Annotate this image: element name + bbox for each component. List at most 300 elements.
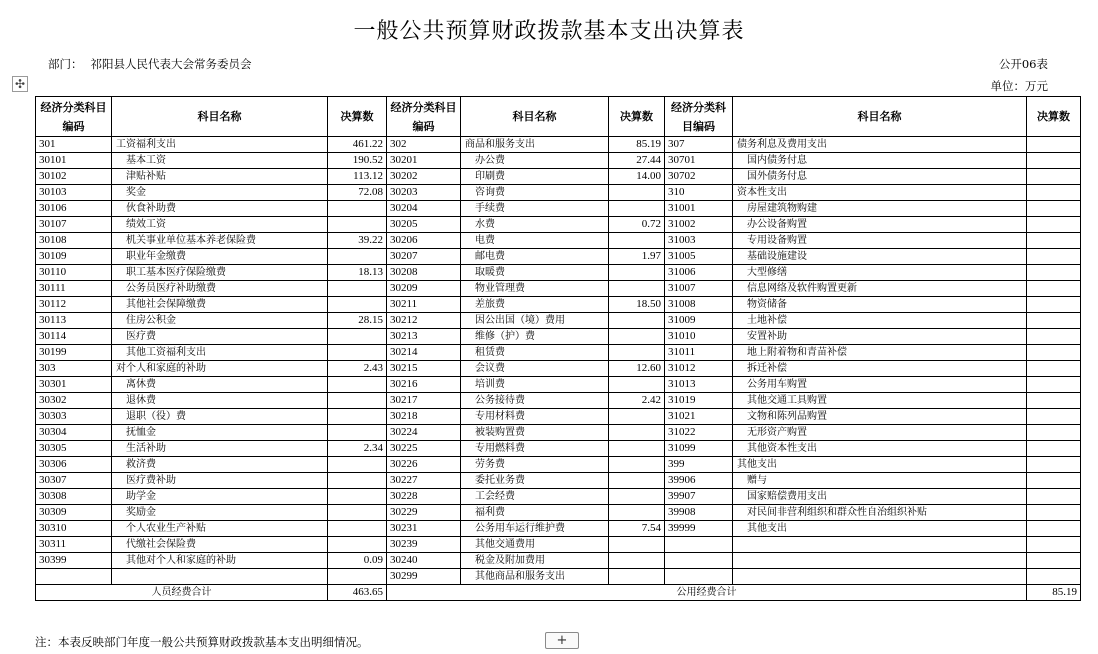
amount-cell [328,473,387,489]
amount-cell [609,345,665,361]
code-header: 经济分类科目编码 [36,97,112,137]
name-cell: 无形资产购置 [733,425,1027,441]
code-cell: 30206 [387,233,461,249]
name-cell: 专用燃料费 [461,441,609,457]
name-cell: 基本工资 [112,153,328,169]
code-cell: 30224 [387,425,461,441]
name-cell: 福利费 [461,505,609,521]
name-cell: 因公出国（境）费用 [461,313,609,329]
amount-cell [1027,521,1081,537]
table-row [36,489,1081,505]
code-cell: 30215 [387,361,461,377]
amount-cell [1027,441,1081,457]
amount-cell [328,217,387,233]
code-cell: 30107 [36,217,112,233]
amount-cell: 14.00 [609,169,665,185]
code-cell: 30209 [387,281,461,297]
table-row [36,169,1081,185]
amount-cell: 2.42 [609,393,665,409]
amount-cell [609,441,665,457]
amount-cell [1027,425,1081,441]
amount-cell [328,489,387,505]
amount-cell [328,345,387,361]
name-cell: 债务利息及费用支出 [733,137,1027,153]
name-cell: 退休费 [112,393,328,409]
amount-cell [1027,457,1081,473]
code-cell: 31022 [665,425,733,441]
amount-cell [1027,489,1081,505]
code-cell: 30205 [387,217,461,233]
code-cell: 30304 [36,425,112,441]
name-cell: 会议费 [461,361,609,377]
table-row [36,313,1081,329]
amount-cell [609,537,665,553]
amount-cell: 85.19 [609,137,665,153]
table-row [36,505,1081,521]
code-cell: 30310 [36,521,112,537]
code-cell: 301 [36,137,112,153]
table-row [36,473,1081,489]
name-cell: 印刷费 [461,169,609,185]
amount-cell [609,201,665,217]
amount-cell [1027,345,1081,361]
name-cell: 公务员医疗补助缴费 [112,281,328,297]
name-cell: 土地补偿 [733,313,1027,329]
name-cell: 伙食补助费 [112,201,328,217]
code-cell: 31009 [665,313,733,329]
code-cell: 30225 [387,441,461,457]
totals-row [36,585,1081,601]
amount-cell: 0.09 [328,553,387,569]
table-row [36,281,1081,297]
amount-cell [1027,329,1081,345]
amount-cell: 190.52 [328,153,387,169]
code-cell: 30103 [36,185,112,201]
name-cell: 医疗费 [112,329,328,345]
name-cell: 医疗费补助 [112,473,328,489]
name-cell: 信息网络及软件购置更新 [733,281,1027,297]
amount-cell: 461.22 [328,137,387,153]
amount-cell [1027,377,1081,393]
code-cell: 30309 [36,505,112,521]
code-cell: 31019 [665,393,733,409]
name-cell: 其他支出 [733,457,1027,473]
code-cell: 30308 [36,489,112,505]
name-cell: 其他交通工具购置 [733,393,1027,409]
amount-cell [328,457,387,473]
name-cell: 其他支出 [733,521,1027,537]
name-cell: 大型修缮 [733,265,1027,281]
table-row [36,537,1081,553]
amount-cell [609,569,665,585]
table-row [36,425,1081,441]
code-cell: 39906 [665,473,733,489]
name-cell: 差旅费 [461,297,609,313]
code-cell: 30306 [36,457,112,473]
code-cell: 30231 [387,521,461,537]
amount-cell [1027,569,1081,585]
code-cell: 31003 [665,233,733,249]
name-cell: 救济费 [112,457,328,473]
name-cell: 手续费 [461,201,609,217]
amount-cell: 27.44 [609,153,665,169]
table-row [36,329,1081,345]
amount-cell [609,505,665,521]
name-cell: 资本性支出 [733,185,1027,201]
department-name: 祁阳县人民代表大会常务委员会 [90,57,252,71]
code-cell: 30114 [36,329,112,345]
expenditure-table [35,96,1081,601]
code-cell [665,569,733,585]
table-row [36,441,1081,457]
code-cell [665,537,733,553]
code-cell: 30106 [36,201,112,217]
name-cell: 地上附着物和青苗补偿 [733,345,1027,361]
department-line [48,56,252,72]
name-cell: 培训费 [461,377,609,393]
amount-cell [328,537,387,553]
code-cell: 30239 [387,537,461,553]
code-cell: 30216 [387,377,461,393]
code-cell: 30701 [665,153,733,169]
code-cell: 30202 [387,169,461,185]
amount-cell [609,329,665,345]
amount-cell [1027,473,1081,489]
name-cell: 国家赔偿费用支出 [733,489,1027,505]
name-cell: 国内债务付息 [733,153,1027,169]
code-cell: 31008 [665,297,733,313]
amount-cell [328,377,387,393]
name-cell: 物资储备 [733,297,1027,313]
amount-cell [1027,265,1081,281]
code-cell: 30213 [387,329,461,345]
amount-cell [1027,393,1081,409]
page-title: 一般公共预算财政拨款基本支出决算表 [353,19,745,44]
amount-cell [1027,217,1081,233]
code-cell: 307 [665,137,733,153]
code-cell: 31011 [665,345,733,361]
amount-cell: 72.08 [328,185,387,201]
code-cell: 30702 [665,169,733,185]
amount-cell [1027,313,1081,329]
name-cell: 拆迁补偿 [733,361,1027,377]
amount-cell [609,313,665,329]
name-header: 科目名称 [112,97,328,137]
name-cell: 物业管理费 [461,281,609,297]
amount-cell: 12.60 [609,361,665,377]
name-cell: 其他工资福利支出 [112,345,328,361]
table-row [36,137,1081,153]
amount-header: 决算数 [328,97,387,137]
amount-cell [1027,201,1081,217]
name-cell: 劳务费 [461,457,609,473]
amount-cell [609,553,665,569]
code-cell: 30199 [36,345,112,361]
amount-cell: 18.50 [609,297,665,313]
code-cell: 30228 [387,489,461,505]
code-cell: 30218 [387,409,461,425]
amount-cell: 2.43 [328,361,387,377]
name-cell: 房屋建筑物购建 [733,201,1027,217]
name-cell [733,537,1027,553]
table-row [36,521,1081,537]
code-cell: 30227 [387,473,461,489]
code-cell: 31099 [665,441,733,457]
amount-cell [328,521,387,537]
name-cell: 取暖费 [461,265,609,281]
amount-cell: 7.54 [609,521,665,537]
code-cell: 30203 [387,185,461,201]
amount-cell [1027,297,1081,313]
amount-cell [609,457,665,473]
amount-cell [328,425,387,441]
code-cell: 30109 [36,249,112,265]
name-cell: 其他对个人和家庭的补助 [112,553,328,569]
name-cell: 其他交通费用 [461,537,609,553]
table-row [36,265,1081,281]
amount-header: 决算数 [1027,97,1081,137]
name-cell: 专用材料费 [461,409,609,425]
code-cell: 30101 [36,153,112,169]
code-cell: 30302 [36,393,112,409]
amount-cell: 1.97 [609,249,665,265]
amount-cell [1027,153,1081,169]
code-cell: 310 [665,185,733,201]
amount-cell [328,409,387,425]
amount-cell: 39.22 [328,233,387,249]
table-row [36,409,1081,425]
code-cell: 30303 [36,409,112,425]
code-cell: 303 [36,361,112,377]
amount-cell [609,409,665,425]
table-row [36,249,1081,265]
amount-cell [1027,505,1081,521]
public-total-label: 公用经费合计 [387,585,1027,601]
name-cell: 商品和服务支出 [461,137,609,153]
name-cell: 绩效工资 [112,217,328,233]
table-row [36,217,1081,233]
amount-cell [1027,233,1081,249]
unit-label: 单位：万元 [990,79,1048,93]
amount-cell [328,249,387,265]
code-cell: 31010 [665,329,733,345]
code-cell: 302 [387,137,461,153]
amount-cell: 113.12 [328,169,387,185]
name-cell: 邮电费 [461,249,609,265]
name-cell: 机关事业单位基本养老保险费 [112,233,328,249]
table-row [36,393,1081,409]
code-cell: 30399 [36,553,112,569]
amount-cell [1027,137,1081,153]
amount-cell [328,297,387,313]
amount-cell [609,185,665,201]
name-cell: 对个人和家庭的补助 [112,361,328,377]
name-cell: 代缴社会保险费 [112,537,328,553]
table-row [36,201,1081,217]
table-header-row [36,97,1081,137]
amount-cell [1027,361,1081,377]
code-cell: 30212 [387,313,461,329]
table-row [36,569,1081,585]
code-cell: 30301 [36,377,112,393]
public-total-value: 85.19 [1027,585,1081,601]
name-cell: 委托业务费 [461,473,609,489]
amount-header: 决算数 [609,97,665,137]
name-cell: 其他社会保障缴费 [112,297,328,313]
footnote: 注：本表反映部门年度一般公共预算财政拨款基本支出明细情况。 [35,635,369,649]
amount-cell [1027,185,1081,201]
code-cell: 31006 [665,265,733,281]
table-row [36,185,1081,201]
code-cell: 30112 [36,297,112,313]
name-cell: 住房公积金 [112,313,328,329]
name-cell: 被装购置费 [461,425,609,441]
amount-cell [609,265,665,281]
amount-cell: 2.34 [328,441,387,457]
table-row [36,361,1081,377]
code-cell: 30110 [36,265,112,281]
code-cell: 30226 [387,457,461,473]
code-cell: 30211 [387,297,461,313]
amount-cell [609,233,665,249]
table-row [36,377,1081,393]
amount-cell [328,505,387,521]
name-cell: 公务接待费 [461,393,609,409]
code-cell: 30217 [387,393,461,409]
amount-cell [328,329,387,345]
code-cell: 31002 [665,217,733,233]
move-icon[interactable]: ✣ [12,76,28,92]
code-cell: 31001 [665,201,733,217]
name-cell [112,569,328,585]
code-cell: 30240 [387,553,461,569]
name-cell: 生活补助 [112,441,328,457]
code-cell: 30207 [387,249,461,265]
name-cell: 水费 [461,217,609,233]
amount-cell [609,489,665,505]
table-row [36,297,1081,313]
code-cell: 30204 [387,201,461,217]
name-cell [733,553,1027,569]
code-cell: 30111 [36,281,112,297]
name-cell: 职业年金缴费 [112,249,328,265]
name-cell: 其他商品和服务支出 [461,569,609,585]
amount-cell [1027,409,1081,425]
code-cell: 31005 [665,249,733,265]
code-cell [36,569,112,585]
table-row [36,233,1081,249]
code-cell: 31007 [665,281,733,297]
code-cell: 31021 [665,409,733,425]
name-cell: 公务用车购置 [733,377,1027,393]
department-label: 部门： [48,57,83,71]
amount-cell [609,377,665,393]
code-cell: 39999 [665,521,733,537]
table-row [36,153,1081,169]
code-cell: 39907 [665,489,733,505]
amount-cell [609,281,665,297]
name-cell: 奖励金 [112,505,328,521]
code-cell: 30305 [36,441,112,457]
name-cell: 工会经费 [461,489,609,505]
code-cell: 30299 [387,569,461,585]
name-cell: 离休费 [112,377,328,393]
name-cell: 文物和陈列品购置 [733,409,1027,425]
code-cell: 30307 [36,473,112,489]
amount-cell: 18.13 [328,265,387,281]
name-cell: 国外债务付息 [733,169,1027,185]
name-cell: 其他资本性支出 [733,441,1027,457]
code-cell: 30201 [387,153,461,169]
code-cell: 30214 [387,345,461,361]
name-cell: 维修（护）费 [461,329,609,345]
name-cell: 电费 [461,233,609,249]
name-cell: 税金及附加费用 [461,553,609,569]
add-row-button[interactable]: + [545,632,579,649]
name-cell: 津贴补贴 [112,169,328,185]
amount-cell [328,393,387,409]
personnel-total-label: 人员经费合计 [36,585,328,601]
amount-cell [1027,249,1081,265]
name-cell: 对民间非营利组织和群众性自治组织补贴 [733,505,1027,521]
name-cell: 安置补助 [733,329,1027,345]
amount-cell [609,473,665,489]
name-cell: 专用设备购置 [733,233,1027,249]
name-cell: 租赁费 [461,345,609,361]
name-cell: 办公设备购置 [733,217,1027,233]
amount-cell: 28.15 [328,313,387,329]
code-cell: 399 [665,457,733,473]
amount-cell: 0.72 [609,217,665,233]
name-cell: 退职（役）费 [112,409,328,425]
amount-cell [1027,537,1081,553]
name-cell: 工资福利支出 [112,137,328,153]
table-row [36,553,1081,569]
name-cell: 公务用车运行维护费 [461,521,609,537]
name-header: 科目名称 [461,97,609,137]
amount-cell [328,569,387,585]
name-header: 科目名称 [733,97,1027,137]
code-cell: 30229 [387,505,461,521]
code-cell: 30208 [387,265,461,281]
code-cell: 30113 [36,313,112,329]
code-cell: 30311 [36,537,112,553]
code-cell: 30102 [36,169,112,185]
code-header: 经济分类科目编码 [387,97,461,137]
personnel-total-value: 463.65 [328,585,387,601]
code-cell: 39908 [665,505,733,521]
code-cell: 31013 [665,377,733,393]
table-row [36,345,1081,361]
name-cell: 助学金 [112,489,328,505]
name-cell: 奖金 [112,185,328,201]
amount-cell [328,281,387,297]
name-cell: 办公费 [461,153,609,169]
code-cell: 31012 [665,361,733,377]
name-cell: 职工基本医疗保险缴费 [112,265,328,281]
code-cell: 30108 [36,233,112,249]
code-header: 经济分类科目编码 [665,97,733,137]
amount-cell [328,201,387,217]
name-cell: 赠与 [733,473,1027,489]
amount-cell [1027,169,1081,185]
name-cell: 咨询费 [461,185,609,201]
form-number: 公开06表 [998,57,1048,71]
name-cell [733,569,1027,585]
amount-cell [1027,553,1081,569]
amount-cell [609,425,665,441]
name-cell: 抚恤金 [112,425,328,441]
